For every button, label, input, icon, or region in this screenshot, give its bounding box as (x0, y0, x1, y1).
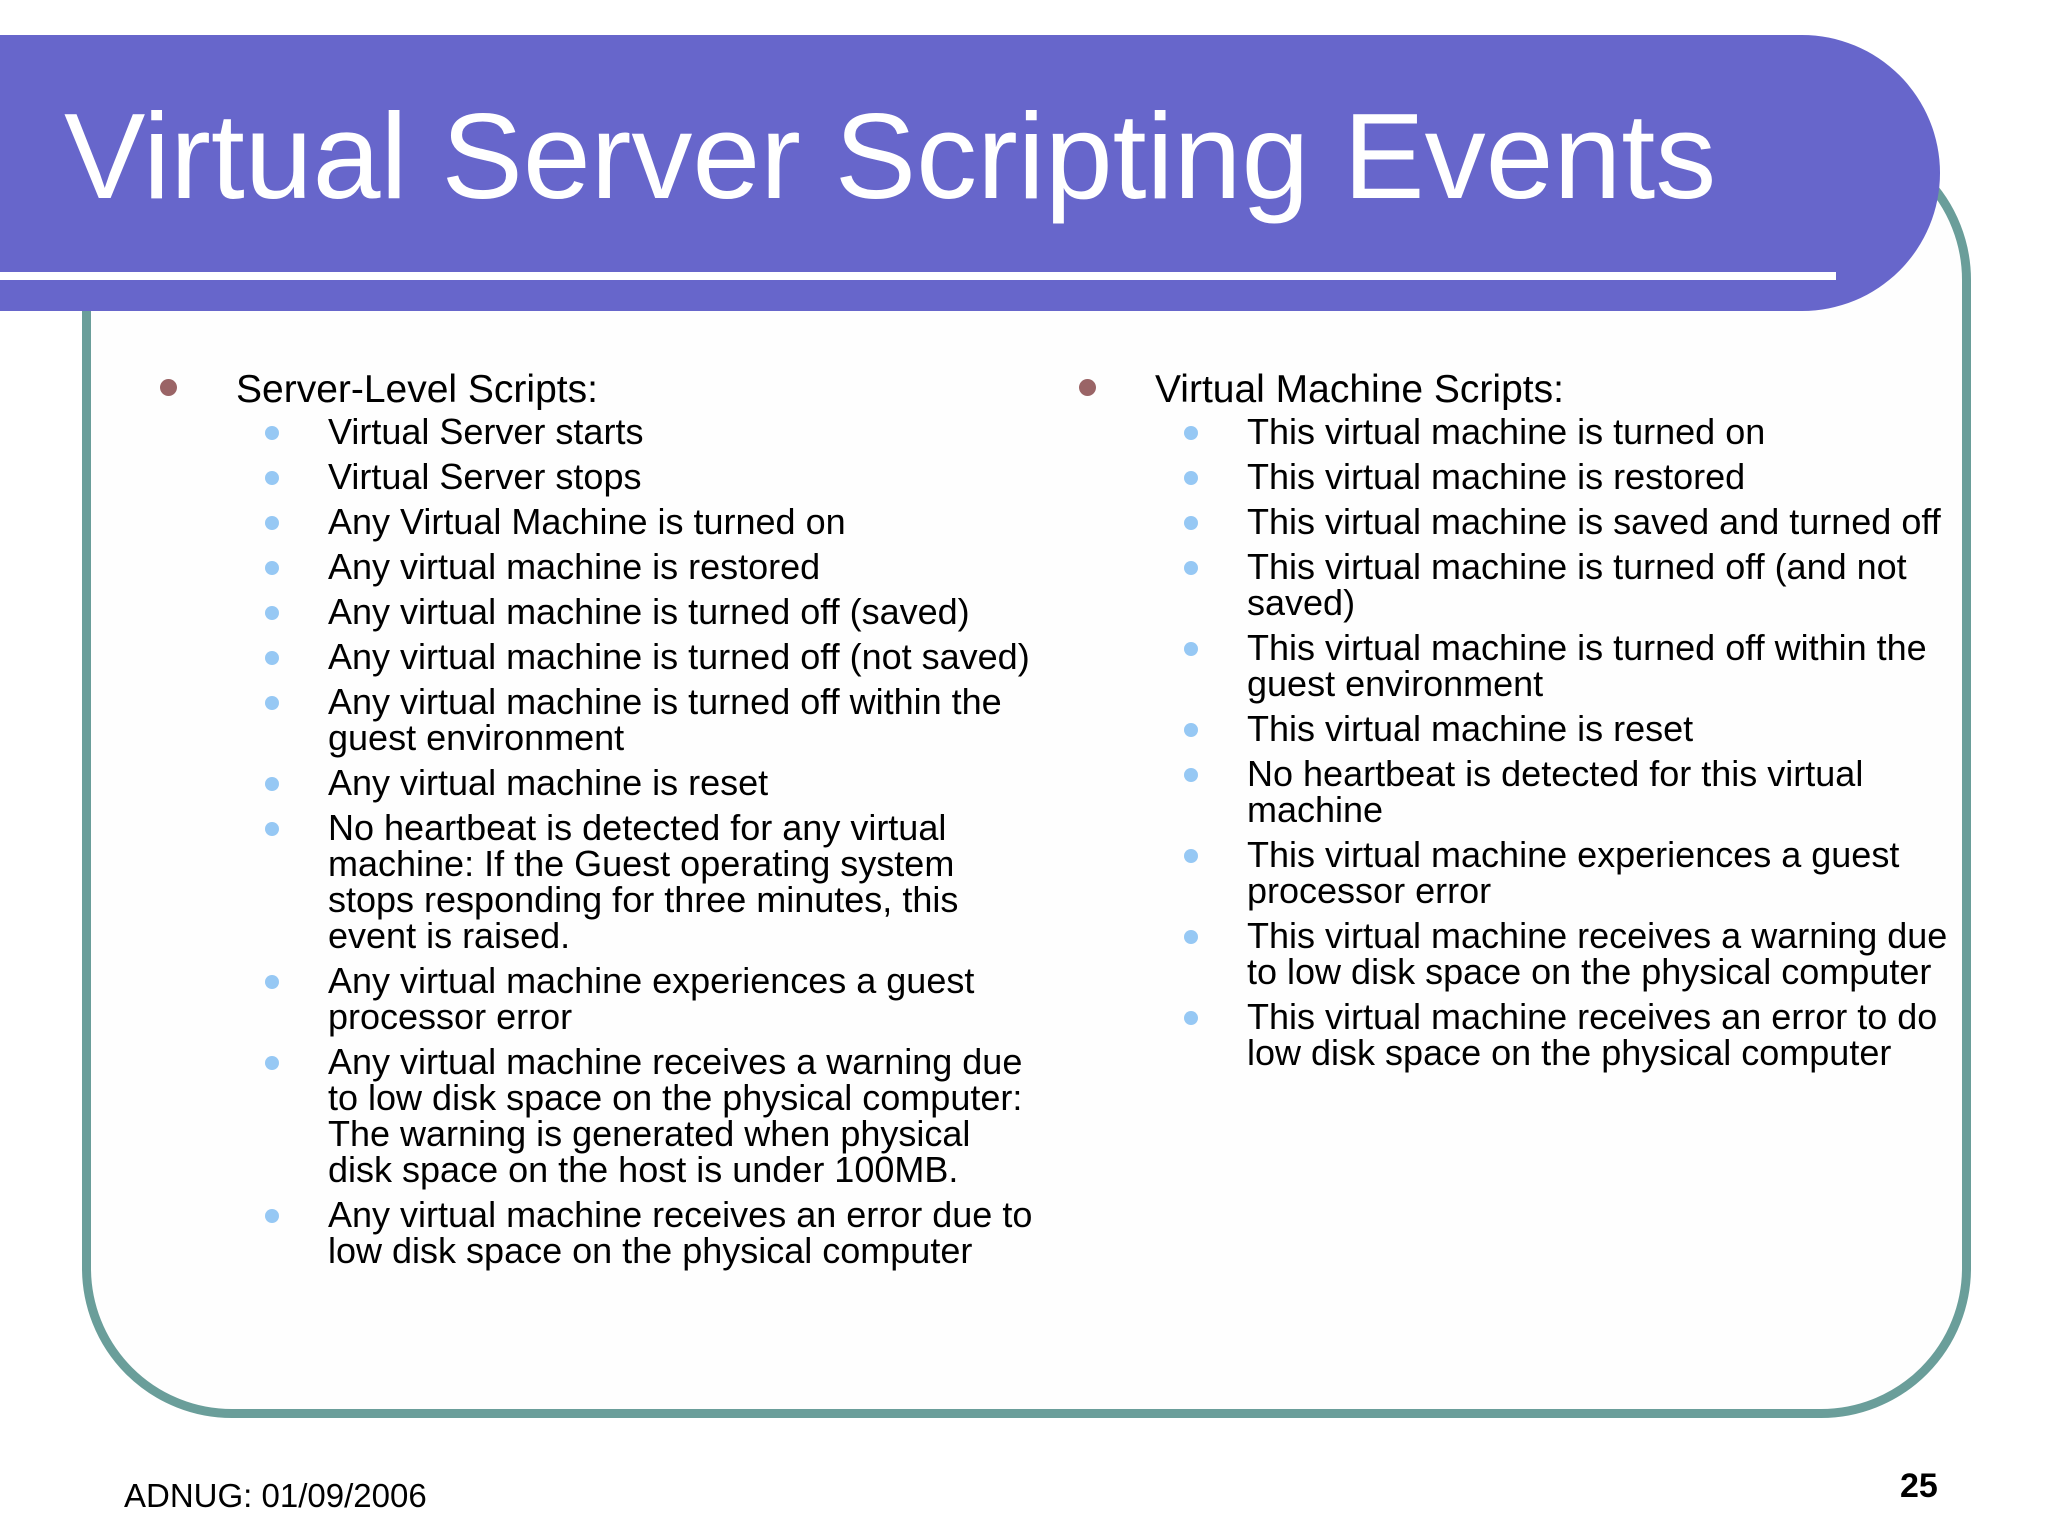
list-item (328, 411, 1036, 452)
sub-bullet-icon (1184, 1011, 1198, 1025)
list-item (328, 1194, 1036, 1271)
title-underline (0, 272, 1836, 280)
list-item (1247, 753, 1955, 830)
sub-bullet-icon (265, 651, 279, 665)
list-item (1247, 411, 1955, 452)
list-item-text: This virtual machine is turned off (and not saved) (1247, 546, 1907, 623)
list-item (328, 807, 1036, 956)
sub-bullet-icon (265, 606, 279, 620)
list-item-text: Virtual Server starts (328, 411, 644, 452)
list-item-text: Any virtual machine is turned off within the guest environment (328, 681, 1002, 758)
list-item (1247, 834, 1955, 911)
sub-bullet-icon (265, 975, 279, 989)
sub-bullet-icon (265, 696, 279, 710)
list-item-text: This virtual machine receives an error to do low disk space on the physical computer (1247, 996, 1938, 1073)
list-item-text: Any virtual machine receives a warning due to low disk space on the physical computer: The warning is generated when physical disk space on the host is under 100MB. (328, 1041, 1023, 1190)
list-item-text: Any virtual machine receives an error due to low disk space on the physical computer (328, 1194, 1033, 1271)
list-item-text: This virtual machine is turned on (1247, 411, 1766, 452)
list-item-text: Any virtual machine is turned off (not saved) (328, 636, 1030, 677)
list-item (1247, 501, 1955, 542)
list-item (1247, 996, 1955, 1073)
sub-bullet-icon (265, 822, 279, 836)
list-item-text: No heartbeat is detected for any virtual machine: If the Guest operating system stops responding for three minutes, this event is raised. (328, 807, 959, 956)
sub-bullet-icon (1184, 516, 1198, 530)
list-item-text: Virtual Server stops (328, 456, 642, 497)
list-item (328, 456, 1036, 497)
list-item-text: This virtual machine is saved and turned off (1247, 501, 1941, 542)
list-item-text: Any virtual machine is restored (328, 546, 821, 587)
sub-bullet-icon (265, 561, 279, 575)
list-item (1247, 456, 1955, 497)
list-item (1247, 708, 1955, 749)
list-item-text: No heartbeat is detected for this virtual machine (1247, 753, 1864, 830)
list-item-text: Any Virtual Machine is turned on (328, 501, 846, 542)
virtual-machine-scripts-list (1155, 411, 1955, 1073)
list-item-text: Any virtual machine is turned off (saved) (328, 591, 970, 632)
sub-bullet-icon (1184, 768, 1198, 782)
sub-bullet-icon (265, 1209, 279, 1223)
page-number: 25 (1900, 1467, 1938, 1505)
sub-bullet-icon (265, 471, 279, 485)
heading-text: Server-Level Scripts: (236, 368, 598, 411)
list-item (328, 546, 1036, 587)
list-item-text: This virtual machine is restored (1247, 456, 1746, 497)
sub-bullet-icon (1184, 642, 1198, 656)
list-item (328, 636, 1036, 677)
virtual-machine-scripts-heading (1155, 368, 1955, 412)
server-level-scripts-heading (236, 368, 1036, 412)
heading-text: Virtual Machine Scripts: (1155, 368, 1564, 411)
list-item-text: This virtual machine is reset (1247, 708, 1694, 749)
list-item-text: This virtual machine is turned off within the guest environment (1247, 627, 1927, 704)
list-item (328, 501, 1036, 542)
main-bullet-icon (160, 379, 177, 396)
sub-bullet-icon (1184, 723, 1198, 737)
list-item (328, 681, 1036, 758)
sub-bullet-icon (265, 516, 279, 530)
slide-title: Virtual Server Scripting Events (64, 88, 1717, 224)
list-item (1247, 627, 1955, 704)
list-item (328, 1041, 1036, 1190)
list-item (328, 762, 1036, 803)
footer-text: ADNUG: 01/09/2006 (124, 1477, 427, 1514)
sub-bullet-icon (1184, 930, 1198, 944)
list-item-text: This virtual machine experiences a guest processor error (1247, 834, 1900, 911)
sub-bullet-icon (1184, 849, 1198, 863)
main-bullet-icon (1079, 379, 1096, 396)
list-item-text: Any virtual machine is reset (328, 762, 769, 803)
list-item (1247, 915, 1955, 992)
list-item (328, 591, 1036, 632)
sub-bullet-icon (265, 777, 279, 791)
sub-bullet-icon (1184, 471, 1198, 485)
list-item (1247, 546, 1955, 623)
list-item (328, 960, 1036, 1037)
sub-bullet-icon (1184, 426, 1198, 440)
list-item-text: This virtual machine receives a warning due to low disk space on the physical computer (1247, 915, 1948, 992)
sub-bullet-icon (1184, 561, 1198, 575)
sub-bullet-icon (265, 1056, 279, 1070)
list-item-text: Any virtual machine experiences a guest processor error (328, 960, 975, 1037)
virtual-machine-scripts-column (1155, 368, 1955, 1080)
server-level-scripts-column (236, 368, 1036, 1278)
sub-bullet-icon (265, 426, 279, 440)
server-level-scripts-list (236, 411, 1036, 1271)
